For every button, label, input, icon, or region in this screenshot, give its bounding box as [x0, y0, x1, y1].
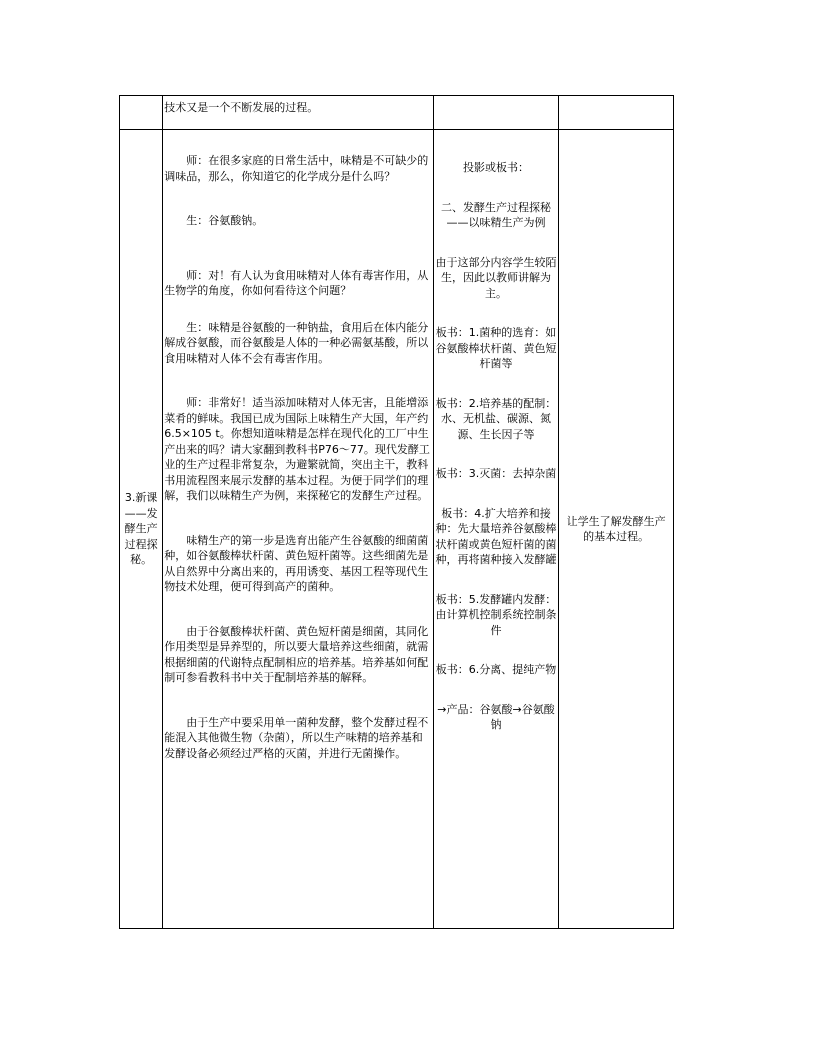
- section-cell: [120, 96, 163, 130]
- board-item: 板书：1.菌种的选育：如谷氨酸棒状杆菌、黄色短杆菌等: [435, 326, 557, 370]
- table-row: [120, 130, 674, 929]
- dialogue-paragraph: 味精生产的第一步是选育出能产生谷氨酸的细菌菌种，如谷氨酸棒状杆菌、黄色短杆菌等。这些细菌先是从自然界中分离出来的，再用诱变、基因工程等现代生物技术处理，便可得到高产的菌种。: [164, 533, 429, 593]
- board-item: 由于这部分内容学生较陌生，因此以教师讲解为主。: [435, 255, 557, 300]
- content-text: 技术又是一个不断发展的过程。: [164, 101, 319, 114]
- board-cell: [433, 96, 559, 130]
- board-item: 板书：4.扩大培养和接种：先大量培养谷氨酸棒状杆菌或黄色短杆菌的菌种，再将菌种接入发酵罐: [435, 506, 557, 566]
- board-item: 板书：3.灭菌：去掉杂菌: [435, 467, 557, 480]
- board-item: 投影或板书：: [463, 161, 529, 174]
- board-item: 板书：2.培养基的配制：水、无机盐、碳源、氮源、生长因子等: [435, 396, 557, 441]
- content-cell: [163, 130, 433, 929]
- dialogue-paragraph: 生：味精是谷氨酸的一种钠盐，食用后在体内能分解成谷氨酸，而谷氨酸是人体的一种必需氨基酸，所以食用味精对人体不会有毒害作用。: [164, 320, 429, 365]
- section-cell: [120, 130, 163, 929]
- lesson-plan-table: [119, 95, 674, 929]
- aim-cell: [559, 96, 674, 130]
- board-item: 板书：5.发酵罐内发酵：由计算机控制系统控制条件: [435, 592, 557, 637]
- aim-cell: [559, 130, 674, 929]
- dialogue-paragraph: 师：在很多家庭的日常生活中，味精是不可缺少的调味品，那么，你知道它的化学成分是什么吗？: [164, 154, 429, 183]
- table-row: [120, 96, 674, 130]
- dialogue-paragraph: 由于生产中要采用单一菌种发酵，整个发酵过程不能混入其他微生物（杂菌），所以生产味精的培养基和发酵设备必须经过严格的灭菌，并进行无菌操作。: [164, 715, 429, 760]
- board-item: →产品：谷氨酸→谷氨酸钠: [437, 702, 555, 731]
- content-cell: [163, 96, 433, 130]
- board-item: 二、发酵生产过程探秘——以味精生产为例: [441, 200, 551, 229]
- dialogue-paragraph: 师：非常好！适当添加味精对人体无害，且能增添菜肴的鲜味。我国已成为国际上味精生产大国，年产约6.5×105 t。你想知道味精是怎样在现代化的工厂中生产出来的吗？请大家翻到教科书P76～77。现代发酵工业的生产过程非常复杂，为避繁就简，突出主干，教科书用流程图来展示发酵的基本过程。为便于同学们的理解，我们以味精生产为例，来探秘它的发酵生产过程。: [164, 396, 430, 502]
- section-label: 3.新课——发酵生产过程探秘。: [124, 491, 158, 567]
- dialogue-paragraph: 师：对！有人认为食用味精对人体有毒害作用，从生物学的角度，你如何看待这个问题？: [164, 268, 429, 297]
- board-cell: [433, 130, 559, 929]
- aim-text: 让学生了解发酵生产的基本过程。: [566, 514, 666, 543]
- board-item: 板书：6.分离、提纯产物: [435, 663, 557, 676]
- dialogue-paragraph: 由于谷氨酸棒状杆菌、黄色短杆菌是细菌，其同化作用类型是异养型的，所以要大量培养这些细菌，就需根据细菌的代谢特点配制相应的培养基。培养基如何配制可参看教科书中关于配制培养基的解释。: [164, 624, 429, 684]
- dialogue-paragraph: 生：谷氨酸钠。: [186, 214, 264, 227]
